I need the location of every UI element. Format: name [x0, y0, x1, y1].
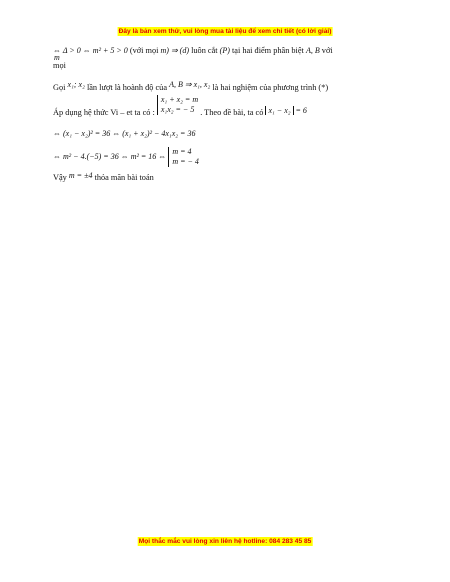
math-ab: A, B [305, 46, 320, 55]
math-d: m) ⇒ (d) [160, 46, 190, 55]
line-6 [53, 147, 403, 173]
m-system [168, 147, 199, 167]
solution-content [53, 46, 403, 187]
text: Gọi [53, 83, 66, 92]
abs-value: x₁ − x₂ [265, 106, 293, 115]
math-conclusion: m = ±4 [68, 171, 93, 180]
m-pos: m = 4 [172, 147, 192, 156]
math-m-step: ⇔ m² − 4.(−5) = 36 ⇔ m² = 16 ⇔ [53, 151, 167, 161]
footer-banner: Mọi thắc mắc vui lòng xin liên hệ hotline: 084 283 45 85 [138, 538, 312, 545]
line-7 [53, 173, 403, 187]
line-4 [53, 95, 403, 129]
text: luôn cắt [191, 46, 218, 55]
math-p: (P) [219, 46, 230, 55]
m-neg: m = − 4 [172, 157, 199, 166]
math-delta-condition: ⇔ Δ > 0 ⇔ m² + 5 > 0 [53, 46, 128, 55]
line-2 [53, 53, 403, 83]
text: thỏa mãn bài toán [94, 173, 154, 182]
text: Áp dụng hệ thức Vi – et ta có : [53, 107, 155, 117]
header-banner: Đây là bản xem thử, vui lòng mua tài liệu để xem chi tiết (có lời giải) [118, 28, 332, 35]
text: . Theo đề bài, ta có [200, 107, 264, 117]
vieta-product: x₁x₂ = − 5 [160, 105, 195, 114]
math-abs-condition [265, 106, 306, 115]
line-1 [53, 46, 403, 61]
text: Vậy [53, 173, 67, 182]
math-square-step: ⇔ (x₁ − x₂)² = 36 ⇔ (x₁ + x₂)² − 4x₁x₂ = 36 [53, 129, 196, 138]
text: (với mọi [129, 46, 159, 55]
vieta-sum: x₁ + x₂ = m [160, 95, 199, 104]
text: mọi [53, 61, 66, 70]
math-x1x2: x₁; x₂ [67, 80, 85, 89]
math-m: m [54, 53, 60, 62]
line-5 [53, 129, 403, 147]
text: lần lượt là hoành độ của [86, 83, 168, 92]
text: với [321, 46, 333, 55]
abs-eq: = 6 [295, 105, 307, 115]
line-3 [53, 80, 403, 99]
text: tại hai điểm phân biệt [231, 46, 304, 55]
math-implies: A, B ⇒ x₁, x₂ [169, 80, 211, 89]
vieta-system [157, 95, 198, 115]
text: là hai nghiệm của phương trình (*) [212, 83, 329, 92]
